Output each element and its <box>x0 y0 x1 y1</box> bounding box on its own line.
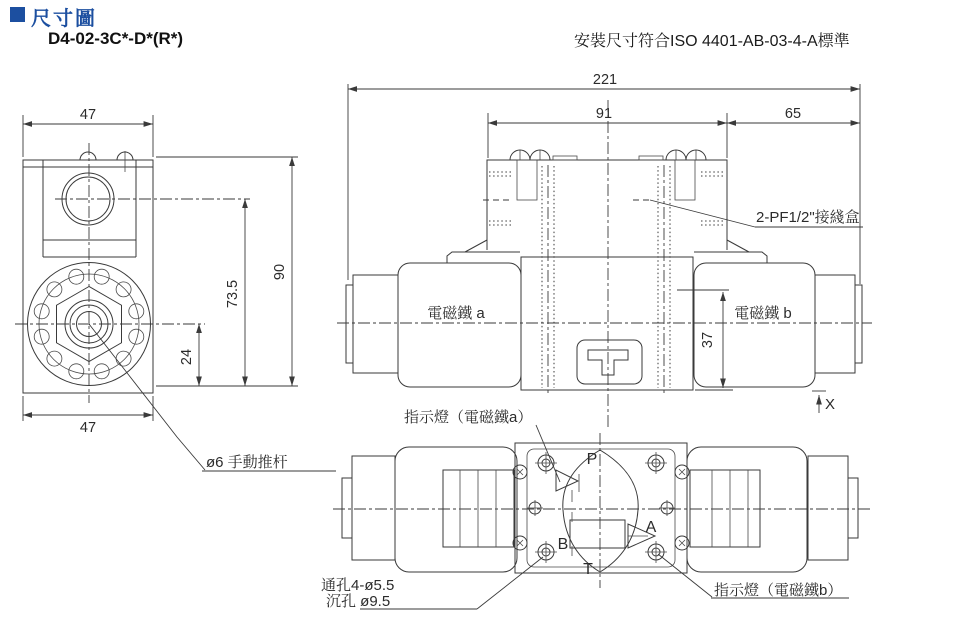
solenoid-a-top <box>342 447 517 572</box>
dim-24 <box>179 324 199 386</box>
push-rod-label: ø6 手動推杆 <box>206 454 288 471</box>
solenoid-a-label: 電磁鐵 a <box>427 305 485 322</box>
port-label-t: T <box>583 561 593 578</box>
front-body-outline <box>23 151 153 393</box>
dim-47-bottom <box>23 396 153 436</box>
solenoid-b-side <box>694 252 862 387</box>
x-marker-label: X <box>825 396 836 413</box>
dim-text-65: 65 <box>784 106 802 122</box>
dim-90 <box>156 157 298 386</box>
side-view <box>337 72 872 428</box>
through-hole-callout <box>321 557 543 610</box>
port-label-b: B <box>557 536 569 553</box>
hidden-bolt <box>517 160 537 200</box>
side-centerlines <box>337 100 872 428</box>
top-view <box>321 409 872 610</box>
dim-text-47-bottom: 47 <box>79 420 97 436</box>
port-label-p: P <box>586 451 598 468</box>
x-marker <box>812 391 835 413</box>
port-label-a: A <box>645 519 657 536</box>
dim-73-5 <box>225 199 245 386</box>
front-centerlines <box>15 143 250 403</box>
model-number: D4-02-3C*-D*(R*) <box>48 29 184 48</box>
junction-box <box>452 150 762 252</box>
dim-text-91: 91 <box>595 106 613 122</box>
top-centerlines <box>333 433 872 588</box>
dim-text-90: 90 <box>272 263 288 281</box>
locating-pins <box>527 500 675 516</box>
corner-bores <box>513 465 689 550</box>
dim-text-24: 24 <box>179 348 195 366</box>
through-hole-label: 通孔4-ø5.5 <box>321 577 395 594</box>
push-rod-callout <box>89 324 336 471</box>
spool-window <box>570 490 625 556</box>
connector-ribs-a <box>353 275 398 373</box>
dim-47-top <box>23 107 153 157</box>
brand-logo-T <box>577 340 642 384</box>
valve-body-side <box>521 165 693 396</box>
solenoid-b-top <box>687 447 858 572</box>
connector-ribs-a-top <box>352 456 395 560</box>
connector-ribs-b-top <box>808 456 848 560</box>
page-title: 尺寸圖 <box>31 8 97 30</box>
iso-standard-note: 安裝尺寸符合ISO 4401-AB-03-4-A標準 <box>574 33 850 50</box>
connector-ribs-b <box>815 275 855 373</box>
dim-37 <box>677 290 733 390</box>
junction-box-label: 2-PF1/2"接綫盒 <box>756 209 860 226</box>
dim-text-221: 221 <box>592 72 618 88</box>
dim-text-37: 37 <box>700 331 716 349</box>
junction-box-callout <box>650 200 863 227</box>
dim-text-47-top: 47 <box>79 107 97 123</box>
dim-221 <box>348 72 860 284</box>
solenoid-b-label: 電磁鐵 b <box>734 305 792 322</box>
counterbore-label: 沉孔 ø9.5 <box>326 593 391 610</box>
dim-text-73-5: 73.5 <box>225 279 241 309</box>
stipple-region <box>563 450 638 572</box>
front-view <box>15 107 336 471</box>
top-screw-a <box>80 152 96 160</box>
solenoid-a-side <box>346 252 521 387</box>
indicator-b-label: 指示燈（電磁鐵b） <box>714 582 843 599</box>
indicator-a-label: 指示燈（電磁鐵a） <box>404 409 533 426</box>
indicator-a-callout <box>404 409 560 482</box>
